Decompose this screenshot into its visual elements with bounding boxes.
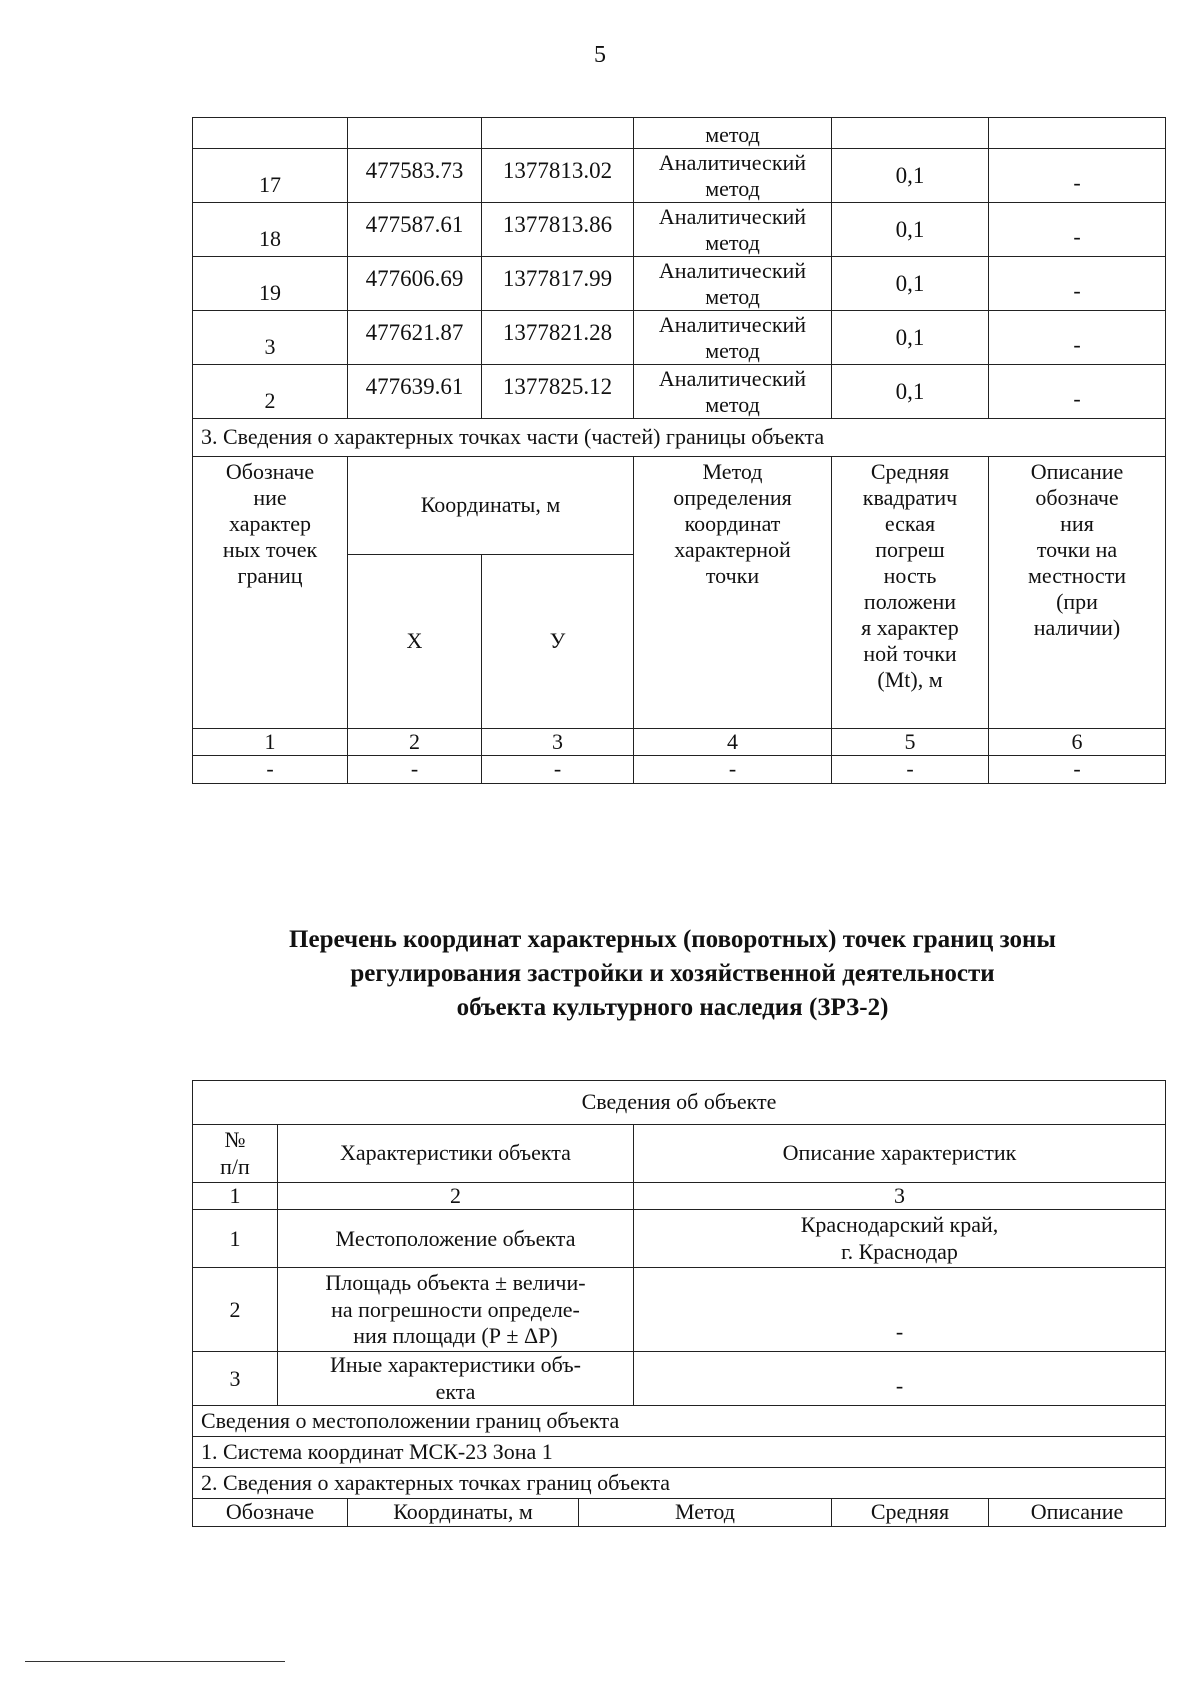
point-number-cell: 3	[193, 311, 348, 365]
characteristic-cell: Иные характеристики объ- екта	[278, 1352, 634, 1406]
error-cell: 0,1	[832, 149, 989, 203]
header-x: Х	[348, 555, 482, 729]
header-coordinates: Координаты, м	[348, 457, 634, 555]
y-coordinate-cell: 1377817.99	[482, 257, 634, 311]
col-number: 6	[989, 729, 1166, 756]
column-number-row	[193, 729, 1166, 756]
header-error: Средняя квадратич еская погреш ность положени я характер ной точки (Mt), м	[832, 457, 989, 729]
row-number-cell: 2	[193, 1268, 278, 1352]
y-coordinate-cell: 1377821.28	[482, 311, 634, 365]
header-num: № п/п	[193, 1125, 278, 1183]
description-cell: -	[989, 365, 1166, 419]
boundary-points-table	[192, 117, 1166, 784]
col-number: 1	[193, 729, 348, 756]
col-number: 2	[348, 729, 482, 756]
characteristic-row	[193, 1210, 1166, 1268]
method-cell: Аналитический метод	[634, 365, 832, 419]
header-characteristics: Характеристики объекта	[278, 1125, 634, 1183]
error-cell: 0,1	[832, 311, 989, 365]
table-row	[193, 203, 1166, 257]
table-row	[193, 257, 1166, 311]
row-number-cell: 3	[193, 1352, 278, 1406]
y-coordinate-cell: 1377813.02	[482, 149, 634, 203]
header-method: Метод определения координат характерной точки	[634, 457, 832, 729]
x-coordinate-cell: 477639.61	[348, 365, 482, 419]
characteristic-description-cell: Краснодарский край, г. Краснодар	[634, 1210, 1166, 1268]
object-info-heading: Сведения об объекте	[193, 1081, 1166, 1125]
header-char-description: Описание характеристик	[634, 1125, 1166, 1183]
table-row-continued	[193, 118, 1166, 149]
x-coordinate-cell: 477606.69	[348, 257, 482, 311]
point-number-cell: 2	[193, 365, 348, 419]
header-description: Описание обозначе ния точки на местности (при наличии)	[989, 457, 1166, 729]
location-info-heading: Сведения о местоположении границ объекта	[193, 1406, 1166, 1437]
y-coordinate-cell: 1377813.86	[482, 203, 634, 257]
col-number: 4	[634, 729, 832, 756]
header-y: У	[482, 555, 634, 729]
description-cell: -	[989, 311, 1166, 365]
section-3-label: 3. Сведения о характерных точках части (частей) границы объекта	[193, 419, 1166, 457]
object-info-table	[192, 1080, 1166, 1527]
error-cell: 0,1	[832, 365, 989, 419]
error-cell: 0,1	[832, 203, 989, 257]
column-number-row: 1 2 3	[193, 1183, 1166, 1210]
method-cell: Аналитический метод	[634, 149, 832, 203]
description-cell: -	[989, 257, 1166, 311]
col-number: 5	[832, 729, 989, 756]
table-row	[193, 149, 1166, 203]
x-coordinate-cell: 477587.61	[348, 203, 482, 257]
coordinate-system: 1. Система координат МСК-23 Зона 1	[193, 1437, 1166, 1468]
col-number: 3	[482, 729, 634, 756]
point-number-cell: 18	[193, 203, 348, 257]
point-number-cell: 17	[193, 149, 348, 203]
error-cell: 0,1	[832, 257, 989, 311]
row-number-cell: 1	[193, 1210, 278, 1268]
table-row	[193, 311, 1166, 365]
characteristic-description-cell: -	[634, 1268, 1166, 1352]
point-number-cell: 19	[193, 257, 348, 311]
empty-data-row: - - - - - -	[193, 756, 1166, 783]
method-cell: Аналитический метод	[634, 311, 832, 365]
x-coordinate-cell: 477621.87	[348, 311, 482, 365]
characteristic-row	[193, 1268, 1166, 1352]
table-row	[193, 365, 1166, 419]
characteristic-cell: Площадь объекта ± величи- на погрешности определе- ния площади (Р ± ΔР)	[278, 1268, 634, 1352]
partial-header-row: Обозначе Координаты, м Метод Средняя Описание	[193, 1499, 1166, 1526]
method-cell: Аналитический метод	[634, 257, 832, 311]
method-cell: Аналитический метод	[634, 203, 832, 257]
description-cell: -	[989, 203, 1166, 257]
section-2-label: 2. Сведения о характерных точках границ объекта	[193, 1468, 1166, 1499]
description-cell: -	[989, 149, 1166, 203]
x-coordinate-cell: 477583.73	[348, 149, 482, 203]
characteristic-description-cell: -	[634, 1352, 1166, 1406]
characteristic-cell: Местоположение объекта	[278, 1210, 634, 1268]
method-cell: метод	[634, 118, 832, 149]
y-coordinate-cell: 1377825.12	[482, 365, 634, 419]
header-designation: Обозначе ние характер ных точек границ	[193, 457, 348, 729]
characteristic-row	[193, 1352, 1166, 1406]
footnote-rule	[25, 1661, 285, 1662]
page-number: 5	[594, 42, 606, 68]
document-title: Перечень координат характерных (поворотных) точек границ зоны регулирования застройки и хозяйственной деятельности объекта культурного наследия (ЗРЗ-2)	[289, 926, 1056, 1021]
